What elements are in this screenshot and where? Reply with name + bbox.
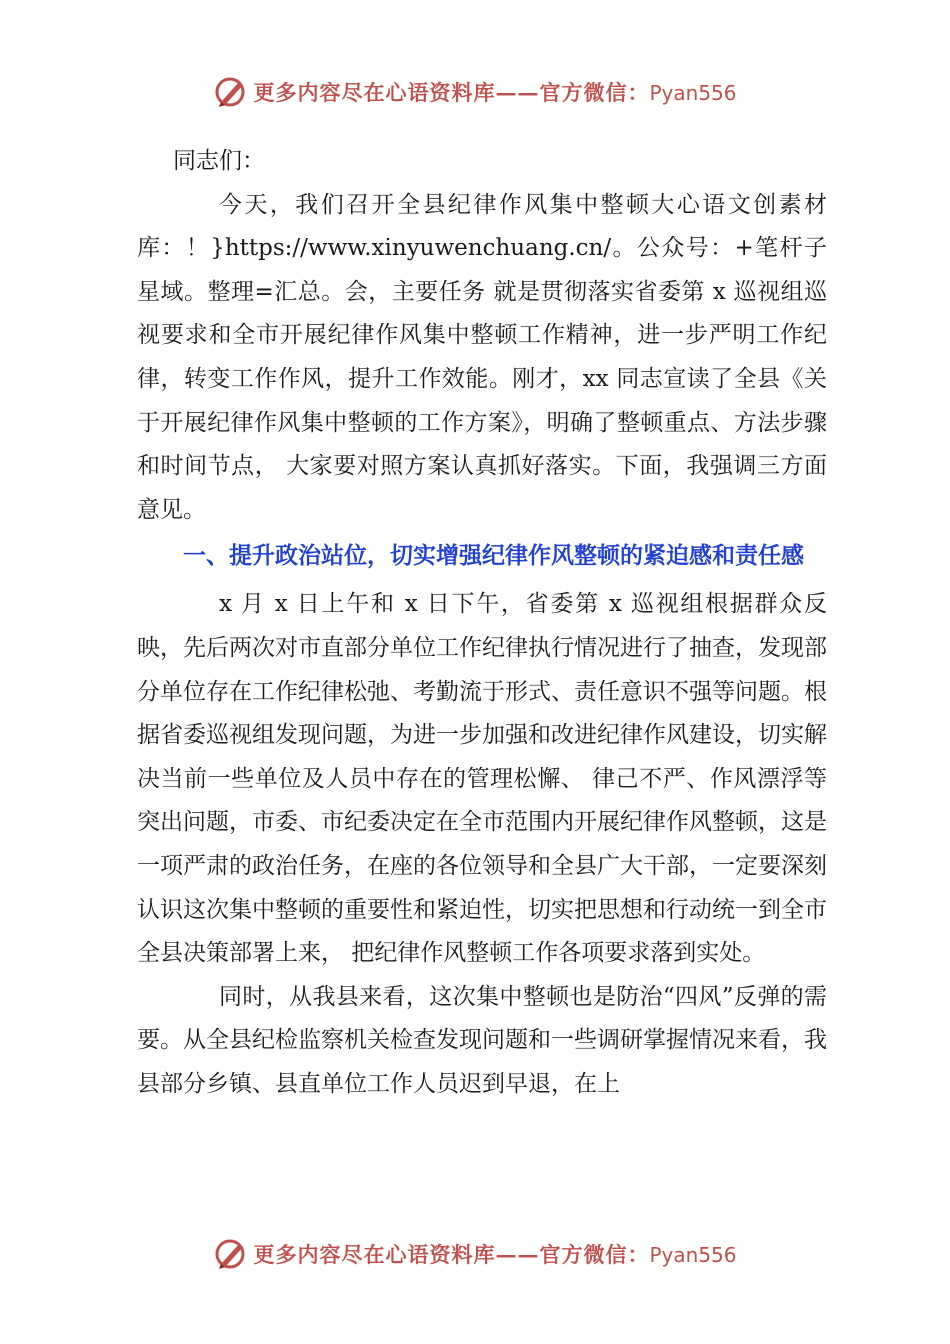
banner-text: 更多内容尽在心语资料库——官方微信：Pyan556 xyxy=(253,80,737,105)
header-banner xyxy=(0,72,950,112)
section-heading-1: 一、提升政治站位，切实增强纪律作风整顿的紧迫感和责任感 xyxy=(183,543,804,570)
paragraph-2: x 月 x 日上午和 x 日下午，省委第 x 巡视组根据群众反映，先后两次对市直部分单位工作纪律执行情况进行了抽查，发现部分单位存在工作纪律松弛、考勤流于形式、责任意识不强等问题。根据省委巡视组发现问题，为进一步加强和改进纪律作风建设，切实解决当前一些单位及人员中存在的管理松懈、 律己不严、作风漂浮等突出问题，市委、市纪委决定在全市范围内开展纪律作风整顿，这是一项严肃的政治任务，在座的各位领导和全县广大干部，一定要深刻认识这次集中整顿的重要性和紧迫性，切实把思想和行动统一到全市全县决策部署上来， 把纪律作风整顿工作各项要求落到实处。 xyxy=(137,591,827,967)
document-body xyxy=(137,140,827,1106)
salutation: 同志们： xyxy=(173,148,265,174)
banner-text: 更多内容尽在心语资料库——官方微信：Pyan556 xyxy=(253,1242,737,1267)
paragraph-1: 今天，我们召开全县纪律作风集中整顿大心语文创素材库：！}https://www.xinyuwenchuang.cn/。公众号：+笔杆子星域。整理=汇总。会，主要任务 就是贯彻落实省委第 x 巡视组巡视要求和全市开展纪律作风集中整顿工作精神，进一步严明工作纪律，转变工作作风，提升工作效能。刚才，xx 同志宣读了全县《关于开展纪律作风集中整顿的工作方案》，明确了整顿重点、方法步骤和时间节点， 大家要对照方案认真抓好落实。下面，我强调三方面意见。 xyxy=(137,191,827,523)
paragraph-3: 同时，从我县来看，这次集中整顿也是防治“四风”反弹的需要。从全县纪检监察机关检查发现问题和一些调研掌握情况来看，我县部分乡镇、县直单位工作人员迟到早退，在上 xyxy=(137,983,827,1097)
pen-logo-icon xyxy=(213,1236,249,1272)
pen-logo-icon xyxy=(213,74,249,110)
footer-banner xyxy=(0,1234,950,1274)
